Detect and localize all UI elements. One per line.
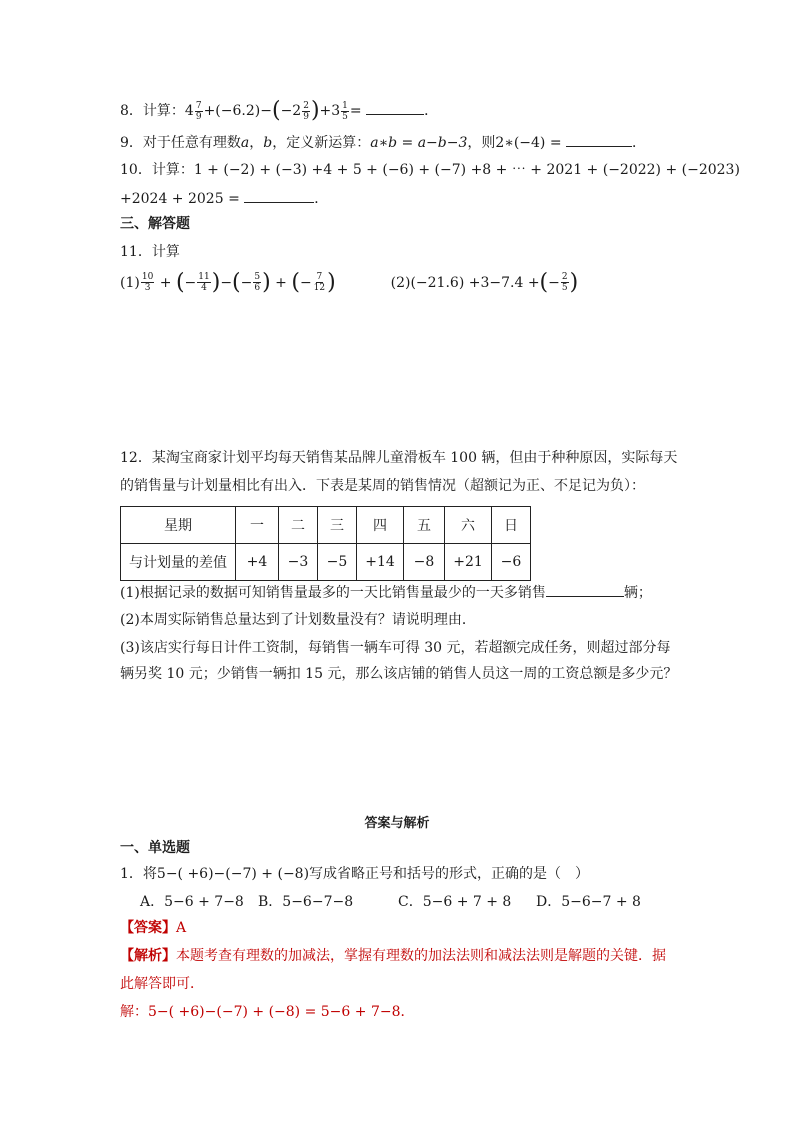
q12-answer-blank[interactable] [546, 582, 624, 597]
question-12-line2: 的销售量与计划量相比有出入．下表是某周的销售情况（超额记为正、不足记为负）： [120, 478, 645, 494]
table-cell: 与计划量的差值 [121, 544, 236, 581]
table-cell: −3 [279, 544, 318, 581]
q10-answer-blank[interactable] [244, 188, 314, 203]
question-11-title: 11．计算 [120, 244, 180, 260]
question-10-line2: +2024 + 2025 = ． [120, 188, 328, 209]
table-cell: 一 [236, 507, 279, 544]
question-12-sub2: (2)本周实际销售总量达到了计划数量没有？请说明理由． [120, 612, 476, 628]
question-12-sub1: (1)根据记录的数据可知销售量最多的一天比销售量最少的一天多销售 辆； [120, 582, 652, 603]
table-cell: 星期 [121, 507, 236, 544]
q8-prefix: 8．计算： [120, 103, 185, 119]
question-8: 8．计算：4 $\frac{7}{9}$ +(−6.2)−(−2 $\frac{2}{9}$ )+3 $\frac{1}{5}$ = ． [120, 98, 439, 123]
answer-question-1: 1．将5−( +6)−(−7) + (−8)写成省略正号和括号的形式，正确的是（ ） [120, 866, 590, 882]
answers-title: 答案与解析 [364, 816, 430, 831]
table-cell: −5 [318, 544, 357, 581]
table-cell: 六 [445, 507, 492, 544]
q9-answer-blank[interactable] [566, 132, 632, 147]
table-cell: +21 [445, 544, 492, 581]
table-row [121, 544, 531, 581]
table-cell: 四 [357, 507, 404, 544]
section-3-heading: 三、解答题 [120, 216, 190, 232]
table-cell: +4 [236, 544, 279, 581]
q8-expression: 4 $\frac{7}{9}$ +(−6.2)−(−2 $\frac{2}{9}$ )+3 $\frac{1}{5}$ = [184, 98, 367, 123]
answer-options [140, 892, 641, 912]
question-12-sub3-line2: 辆另奖 10 元；少销售一辆扣 15 元，那么该店铺的销售人员这一周的工资总额是多少元？ [120, 666, 678, 682]
option-b[interactable]: B．5−6−7−8 [258, 894, 354, 910]
q11-part1: (1) $\frac{10}{3}$ + (− $\frac{11}{4}$ )−(− $\frac{5}{6}$ ) + (− $\frac{7}{12}$ ) [120, 269, 336, 295]
answer-value: A [176, 920, 187, 936]
sales-table [120, 506, 531, 581]
table-cell: −6 [492, 544, 531, 581]
analysis-label: 【解析】 [120, 948, 176, 964]
option-c[interactable]: C．5−6 + 7 + 8 [398, 894, 512, 910]
question-12-sub3-line1: (3)该店实行每日计件工资制，每销售一辆车可得 30 元，若超额完成任务，则超过部分每 [120, 640, 671, 656]
answer-label: 【答案】 [120, 920, 176, 936]
table-cell: +14 [357, 544, 404, 581]
table-cell: 日 [492, 507, 531, 544]
q11-part2: (2)(−21.6) +3−7.4 +(− $\frac{2}{5}$ ) [390, 269, 579, 295]
analysis-line2: 此解答即可． [120, 976, 204, 992]
table-cell: 三 [318, 507, 357, 544]
question-12-line1: 12．某淘宝商家计划平均每天销售某品牌儿童滑板车 100 辆，但由于种种原因，实际每天 [120, 450, 678, 466]
option-d[interactable]: D．5−6−7 + 8 [536, 894, 641, 910]
answer-line [120, 918, 186, 938]
table-cell: −8 [404, 544, 445, 581]
answers-section-1: 一、单选题 [120, 840, 190, 856]
question-10-line1: 10．计算：1 + (−2) + (−3) +4 + 5 + (−6) + (−7) +8 + ⋯ + 2021 + (−2022) + (−2023) [120, 162, 740, 178]
table-cell: 二 [279, 507, 318, 544]
question-11-parts [120, 269, 579, 295]
analysis-line1: 【解析】本题考查有理数的加减法，掌握有理数的加法法则和减法法则是解题的关键．据 [120, 948, 666, 964]
option-a[interactable]: A．5−6 + 7−8 [140, 894, 244, 910]
table-header-row [121, 507, 531, 544]
solution-line: 解：5−( +6)−(−7) + (−8) = 5−6 + 7−8． [120, 1004, 415, 1020]
q8-answer-blank[interactable] [366, 100, 424, 115]
question-9: 9．对于任意有理数a，b，定义新运算：a∗b = a−b−3，则2∗(−4) = ． [120, 132, 646, 153]
table-cell: 五 [404, 507, 445, 544]
